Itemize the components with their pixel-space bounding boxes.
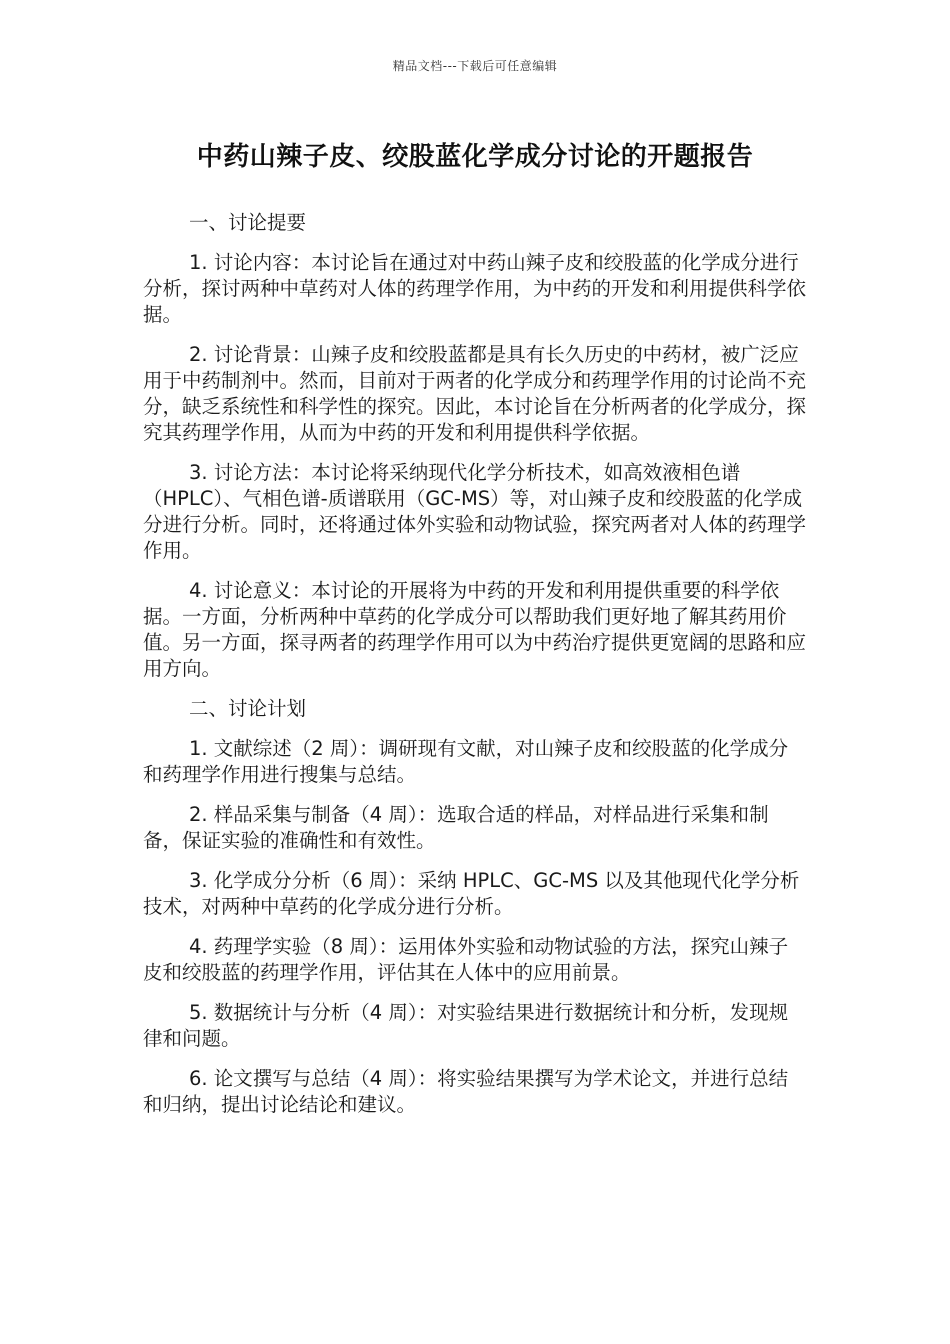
paragraph: 3. 化学成分分析（6 周）：采纳 HPLC、GC-MS 以及其他现代化学分析技术，对两种中草药的化学成分进行分析。 xyxy=(143,869,800,918)
paragraph: 4. 讨论意义：本讨论的开展将为中药的开发和利用提供重要的科学依据。一方面，分析两种中草药的化学成分可以帮助我们更好地了解其药用价值。另一方面，探寻两者的药理学作用可以为中药治疗提供更宽阔的思路和应用方向。 xyxy=(143,579,807,680)
paragraph: 6. 论文撰写与总结（4 周）：将实验结果撰写为学术论文，并进行总结和归纳，提出讨论结论和建议。 xyxy=(143,1067,789,1116)
document-body xyxy=(143,210,807,1132)
section-research-summary xyxy=(143,210,807,682)
section-research-plan xyxy=(143,696,807,1118)
header-note: 精品文档---下载后可任意编辑 xyxy=(392,59,558,73)
document-title: 中药山辣子皮、绞股蓝化学成分讨论的开题报告 xyxy=(196,142,754,172)
paragraph: 5. 数据统计与分析（4 周）：对实验结果进行数据统计和分析，发现规律和问题。 xyxy=(143,1001,789,1050)
paragraph: 1. 讨论内容：本讨论旨在通过对中药山辣子皮和绞股蓝的化学成分进行分析，探讨两种中草药对人体的药理学作用，为中药的开发和利用提供科学依据。 xyxy=(143,251,807,326)
paragraph: 3. 讨论方法：本讨论将采纳现代化学分析技术，如高效液相色谱（HPLC）、气相色谱-质谱联用（GC-MS）等，对山辣子皮和绞股蓝的化学成分进行分析。同时，还将通过体外实验和动物试验，探究两者对人体的药理学作用。 xyxy=(143,461,807,562)
paragraph: 2. 讨论背景：山辣子皮和绞股蓝都是具有长久历史的中药材，被广泛应用于中药制剂中。然而，目前对于两者的化学成分和药理学作用的讨论尚不充分，缺乏系统性和科学性的探究。因此，本讨论旨在分析两者的化学成分，探究其药理学作用，从而为中药的开发和利用提供科学依据。 xyxy=(143,343,807,444)
paragraph: 2. 样品采集与制备（4 周）：选取合适的样品，对样品进行采集和制备，保证实验的准确性和有效性。 xyxy=(143,803,769,852)
paragraph: 4. 药理学实验（8 周）：运用体外实验和动物试验的方法，探究山辣子皮和绞股蓝的药理学作用，评估其在人体中的应用前景。 xyxy=(143,935,789,984)
section-heading: 一、讨论提要 xyxy=(189,211,307,234)
paragraph: 1. 文献综述（2 周）：调研现有文献，对山辣子皮和绞股蓝的化学成分和药理学作用进行搜集与总结。 xyxy=(143,737,789,786)
section-heading: 二、讨论计划 xyxy=(189,697,307,720)
